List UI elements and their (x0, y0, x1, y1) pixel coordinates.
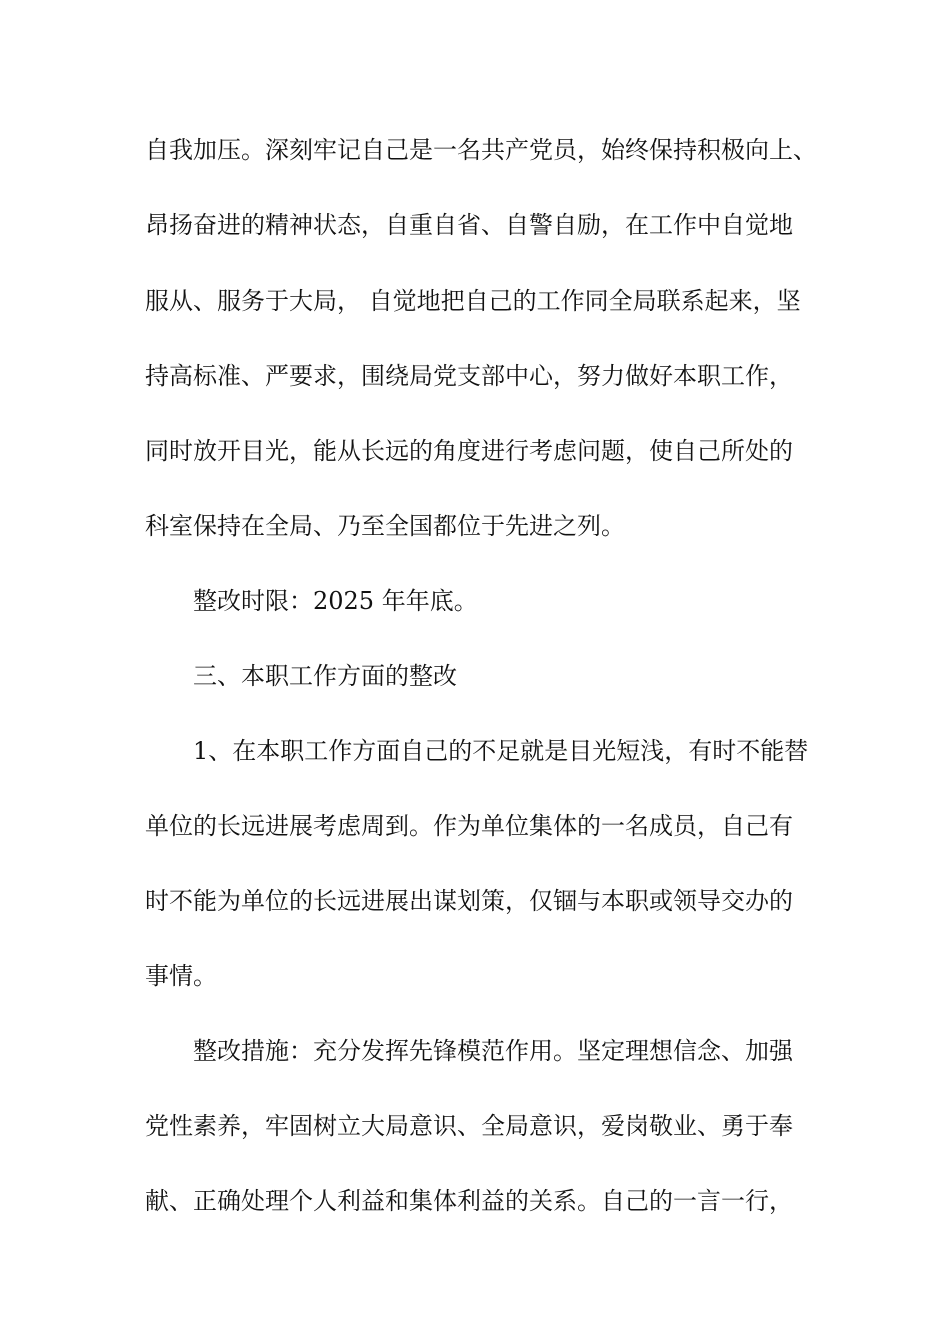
paragraph-line: 持高标准、严要求，围绕局党支部中心，努力做好本职工作， (145, 362, 793, 390)
paragraph-line: 科室保持在全局、乃至全国都位于先进之列。 (145, 512, 625, 540)
paragraph-line: 党性素养，牢固树立大局意识、全局意识，爱岗敬业、勇于奉 (145, 1112, 793, 1140)
paragraph-line: 献、正确处理个人利益和集体利益的关系。自己的一言一行， (145, 1187, 793, 1215)
paragraph-line: 同时放开目光，能从长远的角度进行考虑问题，使自己所处的 (145, 437, 793, 465)
deadline-line: 整改时限：2025 年年底。 (193, 587, 478, 615)
paragraph-line: 事情。 (145, 962, 217, 990)
paragraph-line: 自我加压。深刻牢记自己是一名共产党员，始终保持积极向上、 (145, 136, 817, 164)
section-heading: 三、本职工作方面的整改 (193, 662, 457, 690)
paragraph-line: 时不能为单位的长远进展出谋划策，仅锢与本职或领导交办的 (145, 887, 793, 915)
paragraph-line: 单位的长远进展考虑周到。作为单位集体的一名成员，自己有 (145, 812, 793, 840)
paragraph-line: 昂扬奋进的精神状态，自重自省、自警自励，在工作中自觉地 (145, 211, 793, 239)
paragraph-line: 服从、服务于大局， 自觉地把自己的工作同全局联系起来，坚 (145, 287, 801, 315)
paragraph-line: 1、在本职工作方面自己的不足就是目光短浅，有时不能替 (193, 737, 809, 765)
paragraph-line: 整改措施：充分发挥先锋模范作用。坚定理想信念、加强 (193, 1037, 793, 1065)
